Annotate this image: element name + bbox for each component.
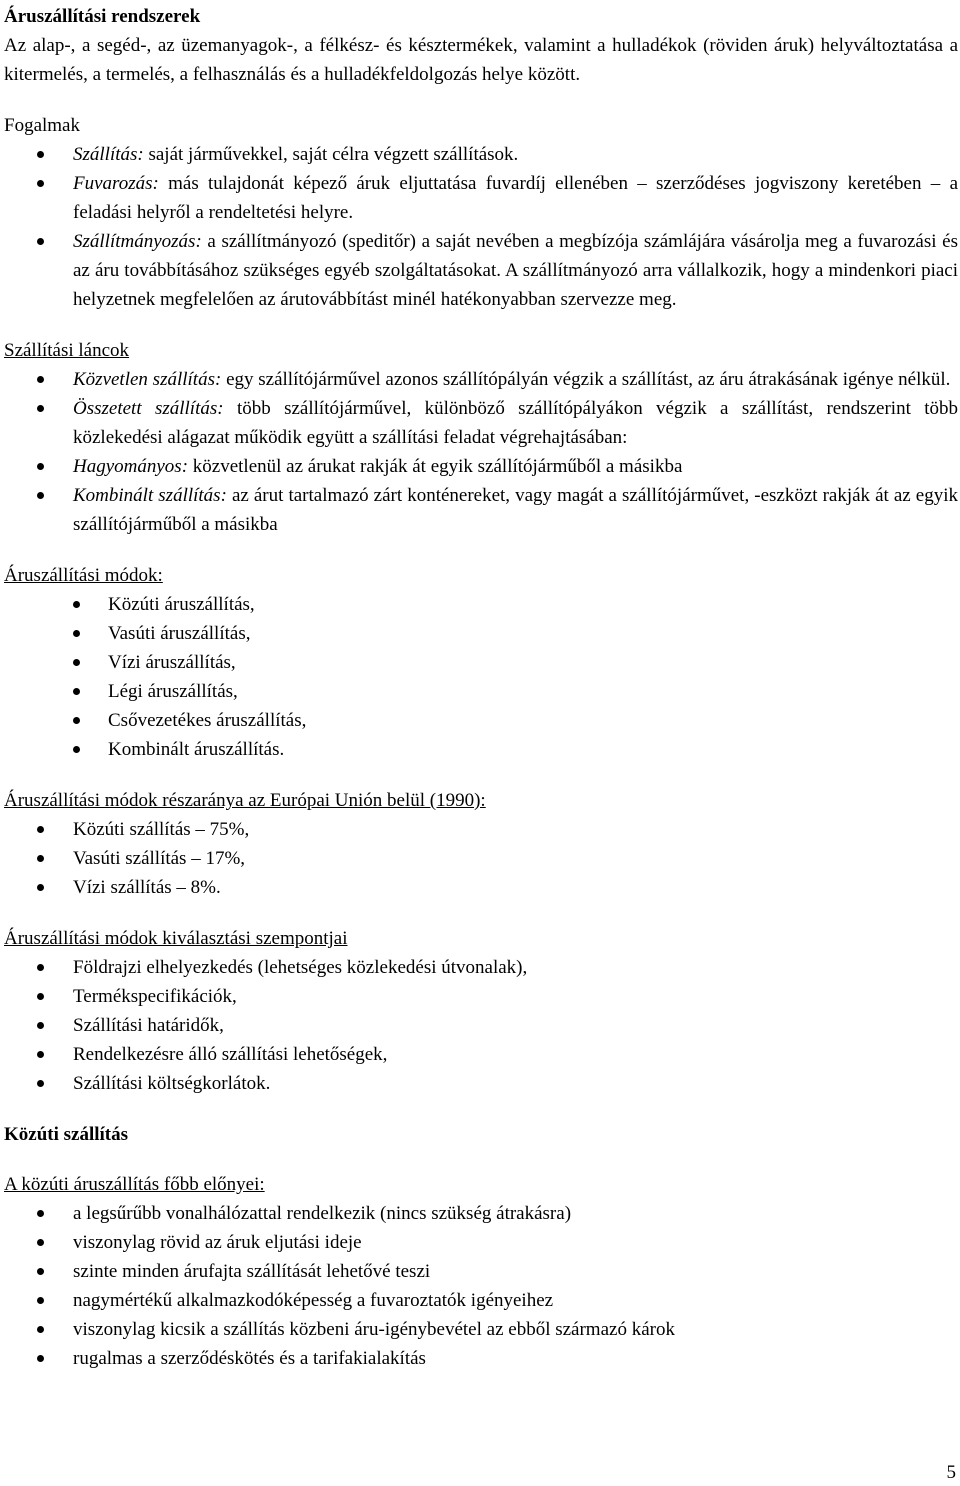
definition: az árut tartalmazó zárt konténereket, vagy magát a szállítójárművet, -eszközt rakják át az egyik szállítójárműből a másikba: [73, 485, 958, 535]
list-item: Vasúti szállítás – 17%,: [4, 844, 958, 873]
list-item: [4, 394, 958, 452]
intro-paragraph: Az alap-, a segéd-, az üzemanyagok-, a félkész- és késztermékek, valamint a hulladékok (röviden áruk) helyváltoztatása a kitermelés, a termelés, a felhasználás és a hulladékfeldolgozás helye között.: [4, 35, 958, 85]
list-item: nagymértékű alkalmazkodóképesség a fuvaroztatók igényeihez: [4, 1286, 958, 1315]
page-number: 5: [946, 1462, 956, 1483]
list-item: Légi áruszállítás,: [4, 677, 958, 706]
term: Kombinált szállítás:: [73, 485, 227, 506]
definition: egy szállítójárművel azonos szállítópályán végzik a szállítást, az áru átrakásának igénye nélkül.: [221, 369, 951, 390]
section-heading-kozuti: Közúti szállítás: [4, 1124, 129, 1145]
section-heading-modok: Áruszállítási módok:: [4, 565, 163, 586]
list-item: Szállítási határidők,: [4, 1011, 958, 1040]
list-item: Kombinált áruszállítás.: [4, 735, 958, 764]
definition: több szállítójárművel, különböző szállítópályákon végzik a szállítást, rendszerint több közlekedési alágazat működik együtt a szállítási feladat végrehajtásában:: [73, 398, 958, 448]
term: Fuvarozás:: [73, 173, 159, 194]
modok-list: [4, 590, 958, 764]
definition: a szállítmányozó (speditőr) a saját nevében a megbízója számlájára vásárolja meg a fuvarozási és az áru továbbításához szükséges egyéb szolgáltatásokat. A szállítmányozó arra vállalkozik, hogy a mindenkori piaci helyzetnek megfelelően az árutovábbítást minél hatékonyabban szervezze meg.: [73, 231, 958, 310]
section-heading-fogalmak: Fogalmak: [4, 115, 80, 136]
list-item: Vízi szállítás – 8%.: [4, 873, 958, 902]
list-item: Csővezetékes áruszállítás,: [4, 706, 958, 735]
definition: saját járművekkel, saját célra végzett szállítások.: [143, 144, 519, 165]
list-item: Rendelkezésre álló szállítási lehetőségek,: [4, 1040, 958, 1069]
list-item: [4, 227, 958, 314]
term: Közvetlen szállítás:: [73, 369, 222, 390]
list-item: Közúti áruszállítás,: [4, 590, 958, 619]
term: Szállítmányozás:: [73, 231, 202, 252]
definition: közvetlenül az árukat rakják át egyik szállítójárműből a másikba: [188, 456, 683, 477]
elonyok-list: [4, 1199, 958, 1373]
list-item: [4, 365, 958, 394]
subheading-elonyok: A közúti áruszállítás főbb előnyei:: [4, 1174, 265, 1195]
list-item: [4, 452, 958, 481]
document-page: [4, 2, 958, 1373]
szempontok-list: [4, 953, 958, 1098]
list-item: [4, 140, 958, 169]
document-title: Áruszállítási rendszerek: [4, 6, 201, 27]
list-item: [4, 169, 958, 227]
section-heading-lancok: Szállítási láncok: [4, 340, 130, 361]
list-item: [4, 481, 958, 539]
fogalmak-list: [4, 140, 958, 314]
term: Összetett szállítás:: [73, 398, 224, 419]
list-item: a legsűrűbb vonalhálózattal rendelkezik (nincs szükség átrakásra): [4, 1199, 958, 1228]
lancok-list: [4, 365, 958, 539]
list-item: viszonylag kicsik a szállítás közbeni áru-igénybevétel az ebből származó károk: [4, 1315, 958, 1344]
list-item: szinte minden árufajta szállítását lehetővé teszi: [4, 1257, 958, 1286]
list-item: Közúti szállítás – 75%,: [4, 815, 958, 844]
list-item: Termékspecifikációk,: [4, 982, 958, 1011]
term: Szállítás:: [73, 144, 144, 165]
reszarany-list: [4, 815, 958, 902]
definition: más tulajdonát képező áruk eljuttatása fuvardíj ellenében – szerződéses jogviszony keretében – a feladási helyről a rendeltetési helyre.: [73, 173, 958, 223]
section-heading-reszarany: Áruszállítási módok részaránya az Európai Unión belül (1990):: [4, 790, 486, 811]
term: Hagyományos:: [73, 456, 189, 477]
list-item: Vízi áruszállítás,: [4, 648, 958, 677]
list-item: rugalmas a szerződéskötés és a tarifakialakítás: [4, 1344, 958, 1373]
section-heading-szempontok: Áruszállítási módok kiválasztási szempontjai: [4, 928, 348, 949]
list-item: viszonylag rövid az áruk eljutási ideje: [4, 1228, 958, 1257]
list-item: Vasúti áruszállítás,: [4, 619, 958, 648]
list-item: Földrajzi elhelyezkedés (lehetséges közlekedési útvonalak),: [4, 953, 958, 982]
list-item: Szállítási költségkorlátok.: [4, 1069, 958, 1098]
